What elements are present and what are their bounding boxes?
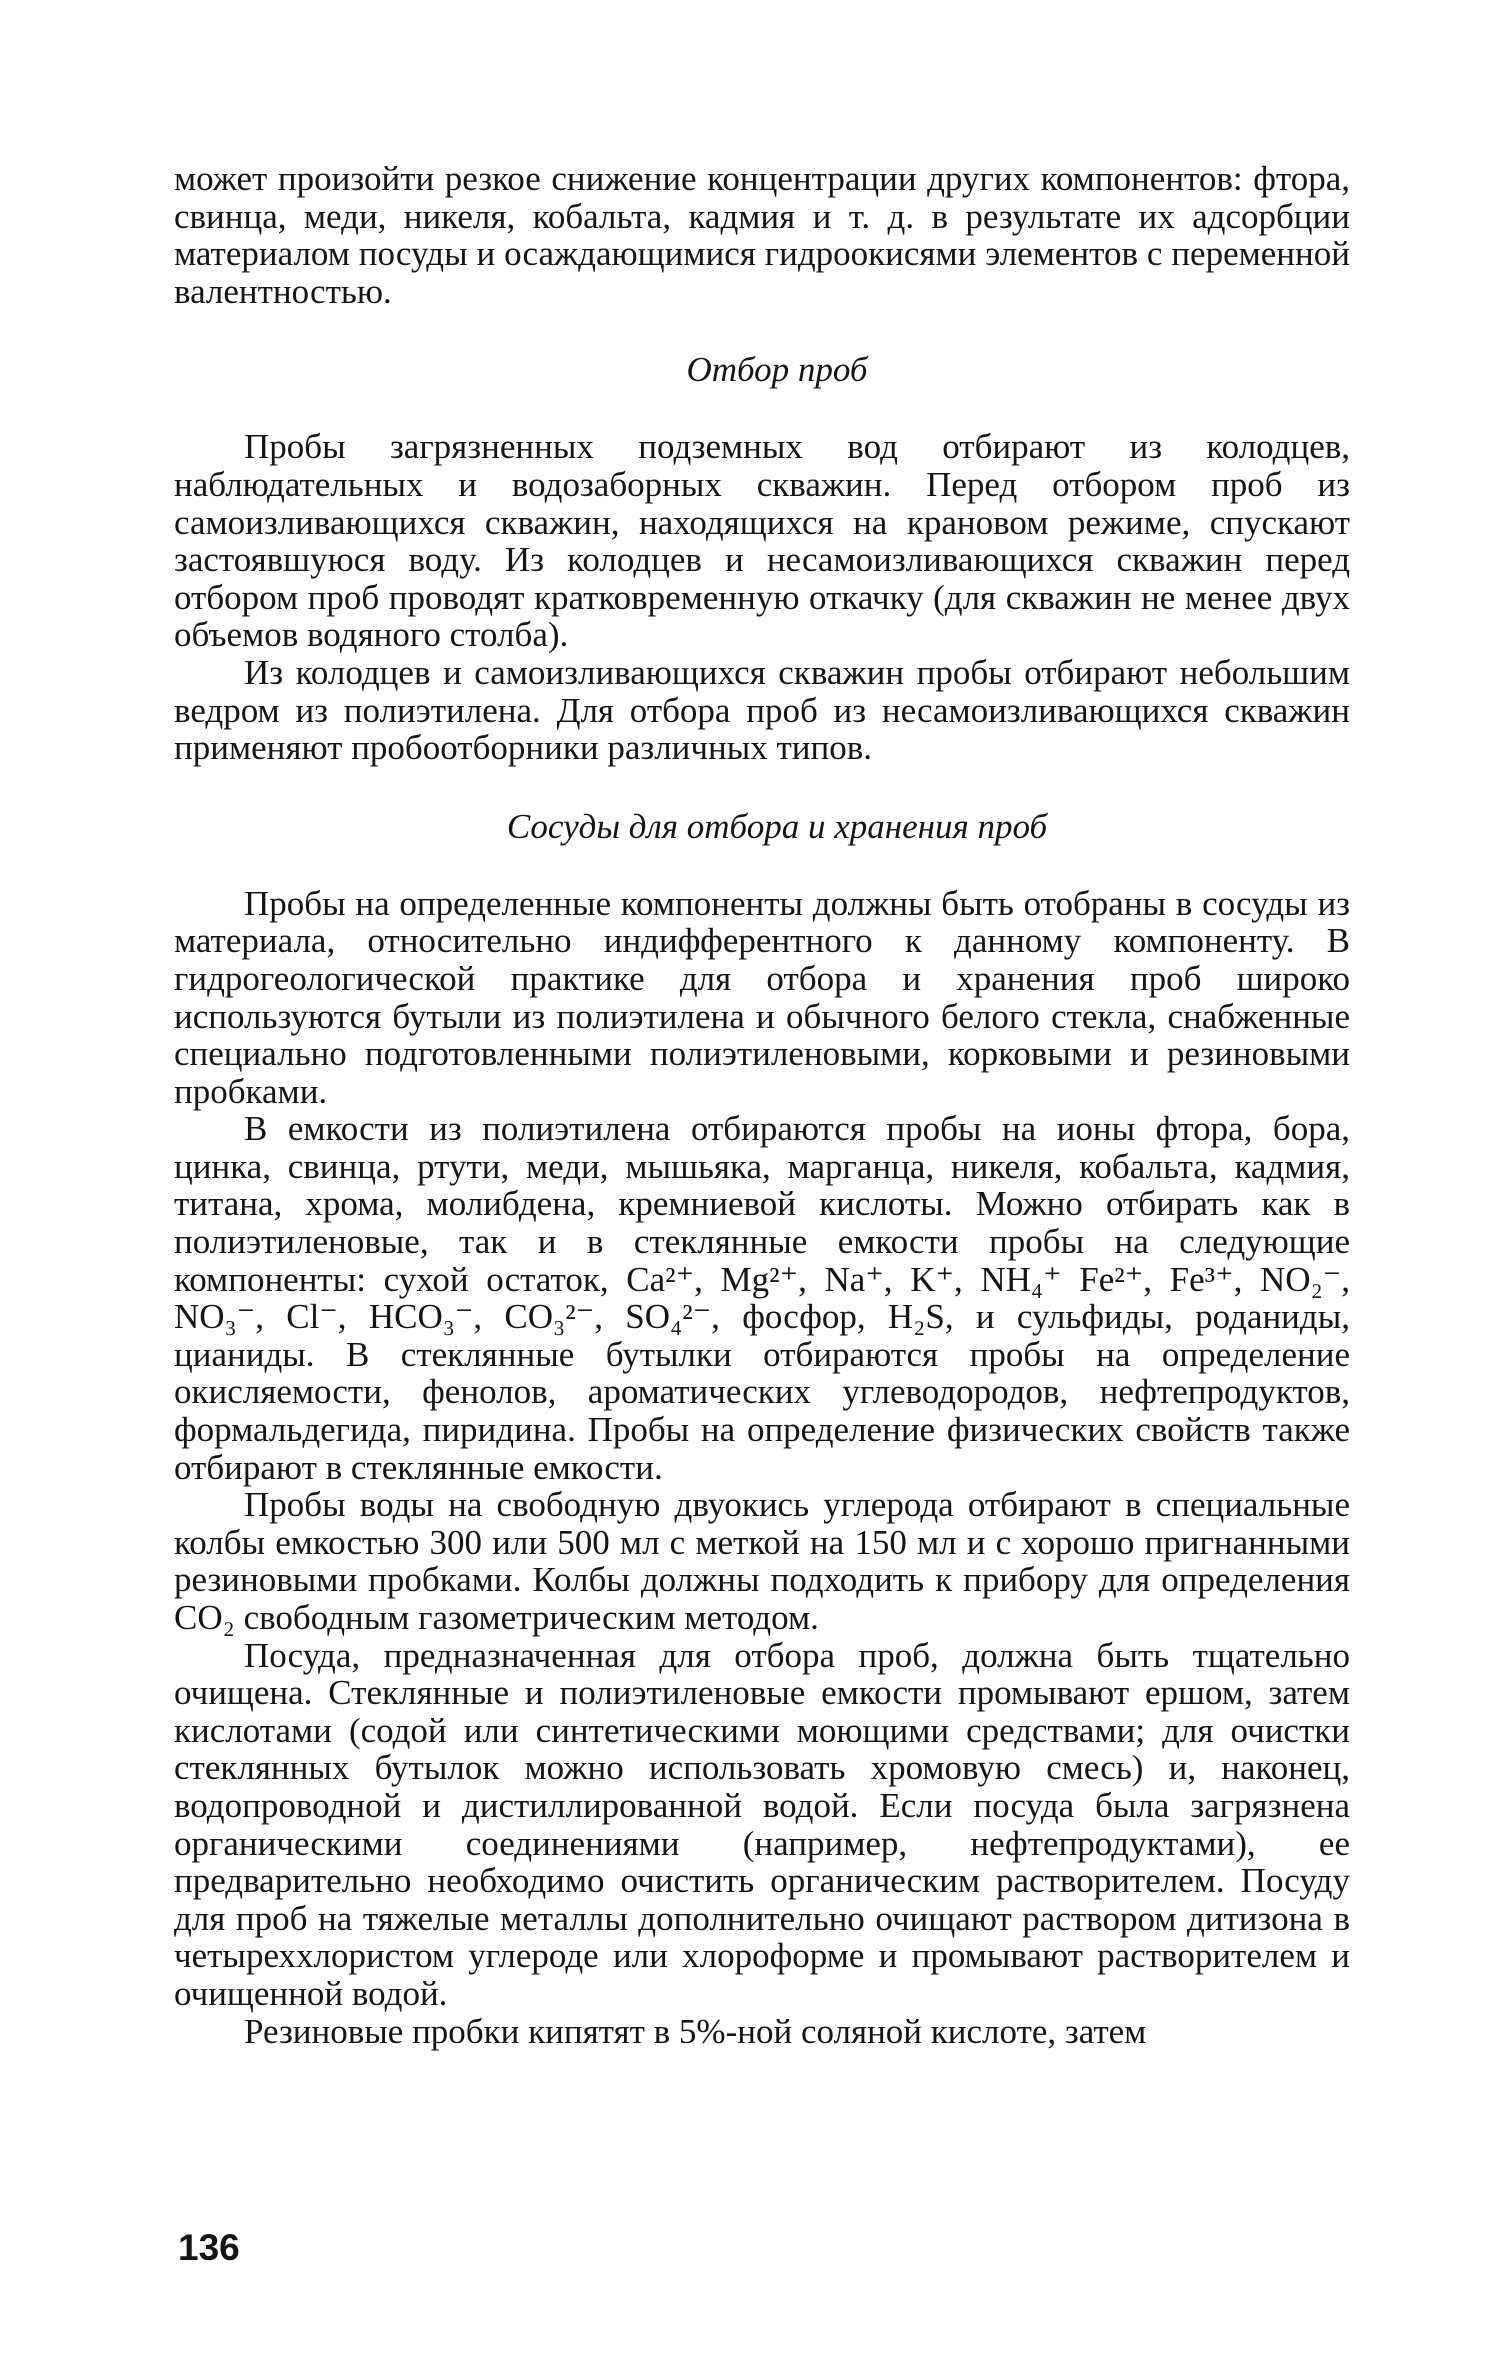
paragraph-vessels-materials: Пробы на определенные компоненты должны быть отобраны в сосуды из материала, относительно индифферентного к данному компоненту. В гидрогеологической практике для отбора и хранения проб широко используются бутыли из полиэтилена и обычного белого стекла, снабженные специально подготовленными полиэтиленовыми, корковыми и резиновыми пробками. — [174, 883, 1350, 1111]
spacer — [174, 767, 1350, 807]
page-text-column — [174, 160, 1350, 2050]
section-heading-sampling: Отбор проб — [686, 350, 868, 390]
page-number: 136 — [178, 2227, 240, 2268]
paragraph-continuation: может произойти резкое снижение концентрации других компонентов: фтора, свинца, меди, никеля, кобальта, кадмия и т. д. в результате их адсорбции материалом посуды и осаждающимися гидроокисями элементов с переменной валентностью. — [174, 159, 1350, 311]
paragraph-sampling-bucket: Из колодцев и самоизливающихся скважин пробы отбирают небольшим ведром из полиэтилена. Для отбора проб из несамоизливающихся скважин применяют пробоотборники различных типов. — [174, 652, 1350, 768]
paragraph-sampling-wells: Пробы загрязненных подземных вод отбирают из колодцев, наблюдательных и водозаборных скважин. Перед отбором проб из самоизливающихся скважин, находящихся на крановом режиме, спускают застоявшуюся воду. Из колодцев и несамоизливающихся скважин перед отбором проб проводят кратковременную откачку (для скважин не менее двух объемов водяного столба). — [174, 427, 1350, 655]
section-heading-vessels: Сосуды для отбора и хранения проб — [506, 806, 1048, 846]
paragraph-cleaning: Посуда, предназначенная для отбора проб, должна быть тщательно очищена. Стеклянные и полиэтиленовые емкости промывают ершом, затем кислотами (содой или синтетическими моющими средствами; для очистки стеклянных бутылок можно использовать хромовую смесь) и, наконец, водопроводной и дистиллированной водой. Если посуда была загрязнена органическими соединениями (например, нефтепродуктами), ее предварительно необходимо очистить органическим растворителем. Посуду для проб на тяжелые металлы дополнительно очищают раствором дитизона в четыреххлористом углероде или хлороформе и промывают растворителем и очищенной водой. — [174, 1635, 1350, 2013]
paragraph-polyethylene-containers: В емкости из полиэтилена отбираются пробы на ионы фтора, бора, цинка, свинца, ртути, меди, мышьяка, марганца, никеля, кобальта, кадмия, титана, хрома, молибдена, кремниевой кислоты. Можно отбирать как в полиэтиленовые, так и в стеклянные емкости пробы на следующие компоненты: сухой остаток, Ca²⁺, Mg²⁺, Na⁺, K⁺, NH₄⁺ Fe²⁺, Fe³⁺, NO₂⁻, NO₃⁻, Cl⁻, HCO₃⁻, CO₃²⁻, SO₄²⁻, фосфор, H₂S, и сульфиды, роданиды, цианиды. В стеклянные бутылки отбираются пробы на определение окисляемости, фенолов, ароматических углеводородов, нефтепродуктов, формальдегида, пиридина. Пробы на определение физических свойств также отбирают в стеклянные емкости. — [174, 1109, 1350, 1487]
paragraph-rubber-stoppers: Резиновые пробки кипятят в 5%-ной соляной кислоте, затем — [244, 2011, 1147, 2051]
spacer — [174, 847, 1350, 885]
spacer — [174, 390, 1350, 428]
spacer — [174, 310, 1350, 350]
paragraph-carbon-dioxide: Пробы воды на свободную двуокись углерода отбирают в специальные колбы емкостью 300 или 500 мл с меткой на 150 мл и с хорошо пригнанными резиновыми пробками. Колбы должны подходить к прибору для определения CO₂ свободным газометрическим методом. — [174, 1485, 1350, 1637]
